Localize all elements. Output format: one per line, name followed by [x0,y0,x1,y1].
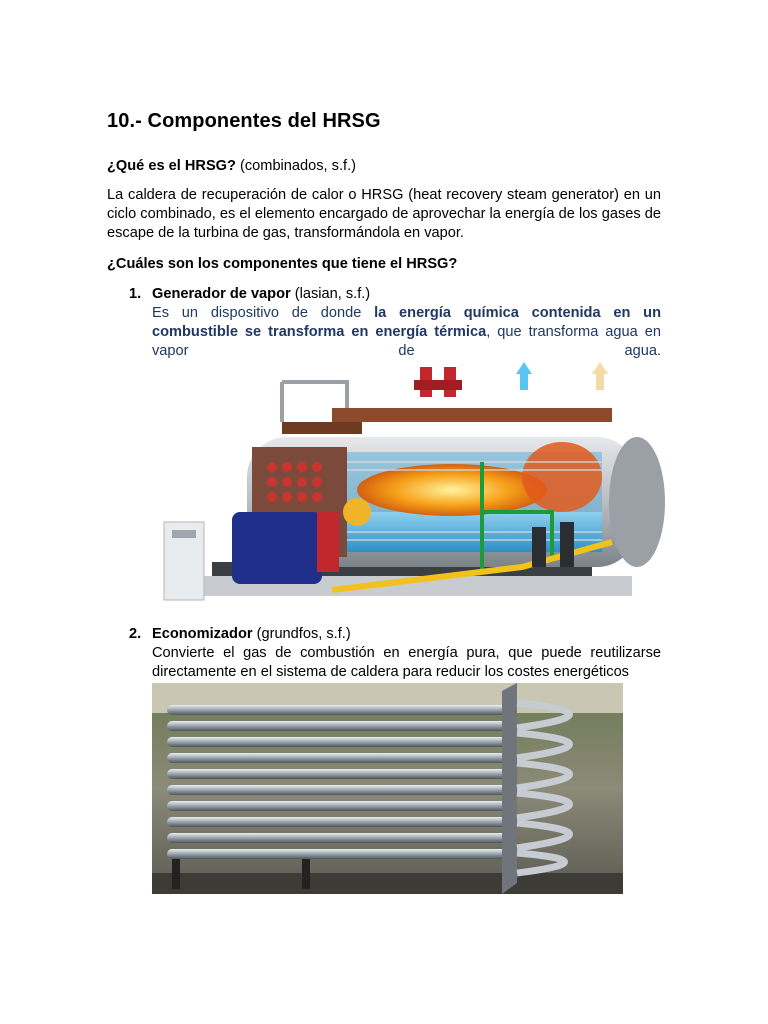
desc-text-end: , que transforma agua en vapor de agua. [152,324,661,359]
economizer-photo [152,683,623,894]
question-components [107,255,661,274]
question-what-is-hrsg [107,157,661,176]
list-item-steam-generator [152,285,661,361]
desc-bold-text: la energía química contenida en un combustible se transforma en energía térmica [152,305,661,340]
list-number-2: 2. [129,626,142,642]
list-number-1: 1. [129,286,142,302]
question-citation: (combinados, s.f.) [235,158,356,174]
item-citation: (lasian, s.f.) [290,286,371,302]
steam-generator-illustration [152,362,671,604]
item-description [152,304,661,361]
list-item-economizer [152,625,661,682]
question-components-text: ¿Cuáles son los componentes que tiene el HRSG? [107,256,458,272]
intro-paragraph: La caldera de recuperación de calor o HRSG (heat recovery steam generator) en un ciclo combinado, es el elemento encargado de aprovechar la energía de los gases de escape de la turbina de gas, transformándola en vapor. [107,187,661,241]
item-citation: (grundfos, s.f.) [252,626,351,642]
page-title: 10.- Componentes del HRSG [107,110,381,132]
desc-text: Es un dispositivo de donde [152,305,375,321]
item-description: Convierte el gas de combustión en energía pura, que puede reutilizarse directamente en el sistema de caldera para reducir los costes energéticos [152,645,661,680]
item-title: Generador de vapor [152,286,291,302]
question-bold: ¿Qué es el HRSG? [107,158,236,174]
item-title: Economizador [152,626,253,642]
